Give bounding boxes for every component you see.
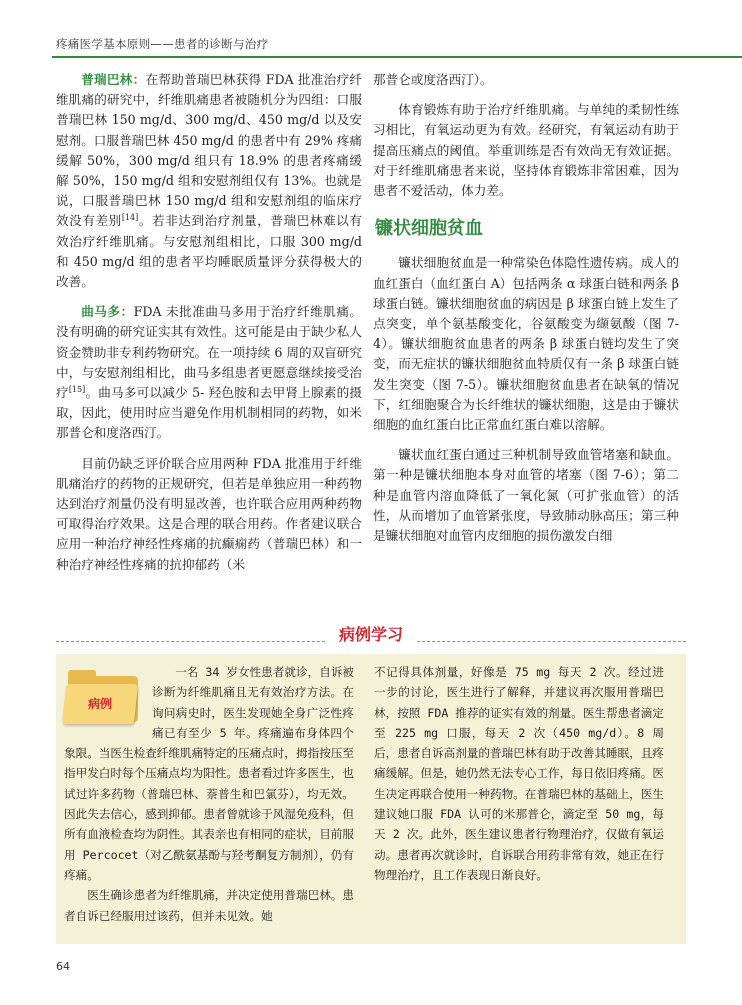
running-header: 疼痛医学基本原则——患者的诊断与治疗 bbox=[56, 37, 269, 51]
tramadol-text-a: FDA 未批准曲马多用于治疗纤维肌痛。没有明确的研究证实其有效性。这可能是由于缺少私人资金赞助非专利药物研究。在一项持续 6 周的双盲研究中，与安慰剂组相比，曲马多组患者更愿意继续接受治疗 bbox=[56, 304, 363, 401]
continuation-text: 那普仑或度洛西汀）。 bbox=[373, 72, 493, 87]
case-study-box bbox=[56, 654, 686, 944]
case-left-column bbox=[64, 662, 354, 926]
folder-icon bbox=[62, 668, 144, 726]
citation-14: [14] bbox=[121, 213, 139, 223]
section-heading: 镰状细胞贫血 bbox=[375, 218, 483, 240]
pregabalin-text-a: 在帮助普瑞巴林获得 FDA 批准治疗纤维肌痛的研究中，纤维肌痛患者被随机分为四组：口服普瑞巴林 150 mg/d、300 mg/d、450 mg/d 以及安慰剂。口服普瑞巴林 450 mg/d 的患者中有 29% 疼痛缓解 50%，300 mg/d 组只有 18.9% 的患者疼痛缓解 50%，150 mg/d 组和安慰剂组仅有 13%。也就是说，口服普瑞巴林 150 mg/d 组和安慰剂组的临床疗效没有差别 bbox=[56, 72, 363, 229]
pregabalin-text-b: 。若非达到治疗剂量，普瑞巴林难以有效治疗纤维肌痛。与安慰剂组相比，口服 300 mg/d 和 450 mg/d 组的患者平均睡眠质量评分获得极大的改善。 bbox=[56, 213, 363, 290]
right-column bbox=[373, 70, 679, 556]
case-study-title-wrap bbox=[0, 622, 742, 645]
combination-paragraph: 目前仍缺乏评价联合应用两种 FDA 批准用于纤维肌痛治疗的药物的正规研究，但若是单独应用一种药物达到治疗剂量仍没有明显改善，也许联合应用两种药物可取得治疗效果。这是合理的联合用药。作者建议联合应用一种治疗神经性疼痛的抗癫痫药（普瑞巴林）和一种治疗神经性疼痛的抗抑郁药（米 bbox=[56, 455, 362, 572]
tramadol-text-b: 。曲马多可以减少 5- 羟色胺和去甲肾上腺素的摄取，因此，使用时应当避免作用机制相同的药物，如米那普仑和度洛西汀。 bbox=[56, 385, 363, 441]
case-paragraph-2: 医生确诊患者为纤维肌痛，并决定使用普瑞巴林。患者自诉已经服用过该药，但并未见效。她 bbox=[64, 888, 354, 923]
header-rule bbox=[52, 56, 742, 58]
left-column bbox=[56, 70, 362, 585]
page-number: 64 bbox=[56, 960, 70, 973]
case-paragraph-1: 一名 34 岁女性患者就诊，自诉被诊断为纤维肌痛且无有效治疗方法。在询问病史时，医生发现她全身广泛性疼痛已有至少 5 年。疼痛遍布身体四个象限。当医生检查纤维肌痛特定的压痛点时，拇指按压至指甲发白时每个压痛点均为阳性。患者看过许多医生，也试过许多药物（普瑞巴林、萘普生和巴氯芬），均无效。因此失去信心，感到抑郁。患者曾就诊于风湿免疫科，但所有血液检查均为阴性。其表亲也有相同的症状，目前服用 Percocet（对乙酰氨基酚与羟考酮复方制剂），仍有疼痛。 bbox=[64, 665, 354, 882]
pregabalin-paragraph bbox=[56, 70, 362, 292]
tramadol-term: 曲马多： bbox=[81, 304, 134, 320]
tramadol-paragraph bbox=[56, 302, 362, 443]
exercise-paragraph: 体育锻炼有助于治疗纤维肌痛。与单纯的柔韧性练习相比，有氧运动更为有效。经研究，有氧运动有助于提高压痛点的阈值。举重训练是否有效尚无有效证据。对于纤维肌痛患者来说，坚持体育锻炼非常困难，因为患者不爱活动，体力差。 bbox=[373, 102, 679, 199]
case-paragraph-3: 不记得具体剂量，好像是 75 mg 每天 2 次。经过进一步的讨论，医生进行了解释，并建议再次服用普瑞巴林，按照 FDA 推荐的证实有效的剂量。医生帮患者滴定至 225 mg 口服，每天 2 次（450 mg/d）。8 周后，患者自诉高剂量的普瑞巴林有助于改善其睡眠，且疼痛缓解。但是，她仍然无法专心工作，每日依旧疼痛。医生决定再联合使用一种药物。在普瑞巴林的基础上，医生建议她口服 FDA 认可的米那普仑，滴定至 50 mg，每天 2 次。此外，医生建议患者行物理治疗，仅做有氧运动。患者再次就诊时，自诉联合用药非常有效，她正在行物理治疗，且工作表现日渐良好。 bbox=[374, 665, 664, 882]
citation-15: [15] bbox=[68, 384, 86, 394]
case-right-column bbox=[374, 662, 664, 885]
sickle-paragraph-2: 镰状血红蛋白通过三种机制导致血管堵塞和缺血。第一种是镰状细胞本身对血管的堵塞（图 7-6）；第二种是血管内溶血降低了一氧化氮（可扩张血管）的活性，从而增加了血管紧张度，导致肺动脉高压；第三种是镰状细胞对血管内皮细胞的损伤激发白细 bbox=[373, 447, 679, 544]
case-icon-label: 病例 bbox=[87, 696, 113, 711]
pregabalin-term: 普瑞巴林： bbox=[81, 72, 146, 87]
case-study-title: 病例学习 bbox=[325, 625, 417, 644]
sickle-paragraph-1: 镰状细胞贫血是一种常染色体隐性遗传病。成人的血红蛋白（血红蛋白 A）包括两条 α 球蛋白链和两条 β 球蛋白链。镰状细胞贫血的病因是 β 球蛋白链上发生了点突变，单个氨基酸变化，谷氨酸变为缬氨酸（图 7-4）。镰状细胞贫血患者的两条 β 球蛋白链均发生了突变，而无症状的镰状细胞贫血特质仅有一条 β 球蛋白链发生突变（图 7-5）。镰状细胞贫血患者在缺氧的情况下，红细胞聚合为长纤维状的镰状细胞，这是由于镰状细胞的血红蛋白比正常血红蛋白难以溶解。 bbox=[373, 255, 679, 433]
